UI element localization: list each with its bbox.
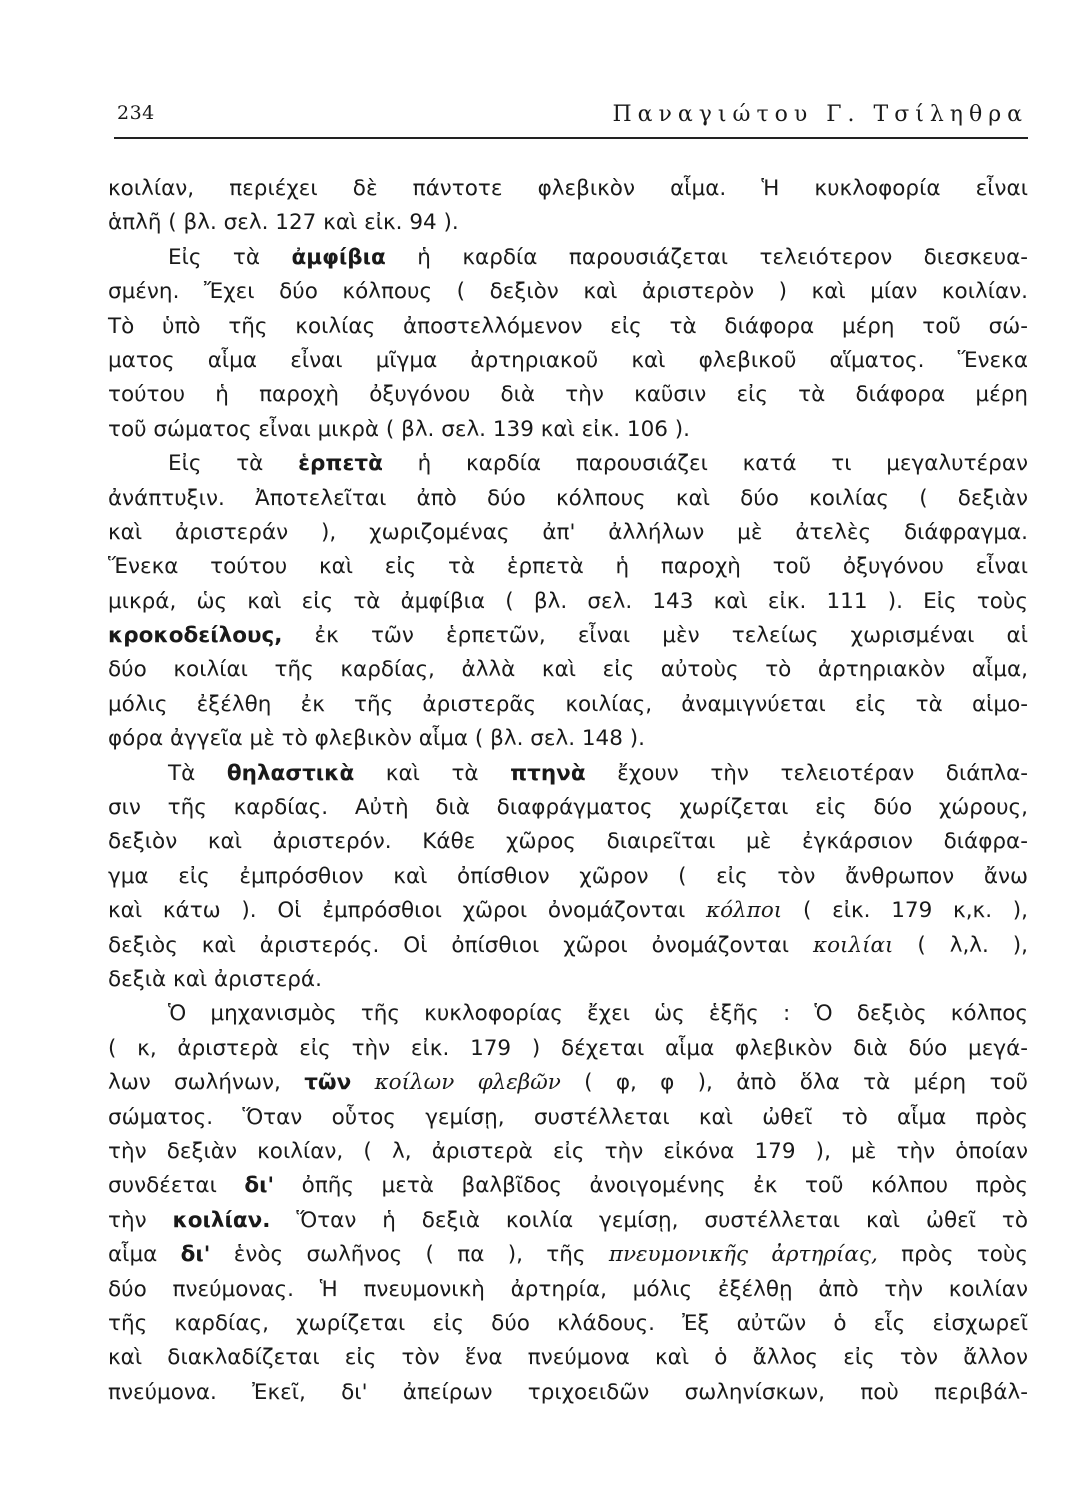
- text-line: [108, 688, 1028, 722]
- text-run: πρὸς τοὺς: [877, 1242, 1028, 1268]
- text-line: [108, 447, 1028, 481]
- text-run: φόρα ἀγγεῖα μὲ τὸ φλεβικὸν αἷμα ( βλ. σελ. 148 ).: [108, 726, 645, 752]
- text-run: κοιλίαν, περιέχει δὲ πάντοτε φλεβικὸν αἷμα. Ἡ κυκλοφορία εἶναι: [108, 176, 1028, 201]
- text-line: [108, 550, 1028, 584]
- text-run: ἁπλῆ ( βλ. σελ. 127 καὶ εἰκ. 94 ).: [108, 210, 459, 236]
- italic-term: κοιλίαι: [812, 932, 894, 958]
- text-line: [108, 722, 1028, 756]
- text-run: Ὅταν ἡ δεξιὰ κοιλία γεμίσῃ, συστέλλεται καὶ ὠθεῖ τὸ: [270, 1207, 1028, 1233]
- text-run: ἀνάπτυξιν. Ἀποτελεῖται ἀπὸ δύο κόλπους καὶ δύο κοιλίας ( δεξιὰν: [108, 485, 1028, 511]
- bold-term: ἑρπετὰ: [298, 451, 383, 477]
- text-run: αἷμα: [108, 1242, 181, 1268]
- text-run: ἔχουν τὴν τελειοτέραν διάπλα-: [585, 760, 1028, 786]
- text-run: τὴν δεξιὰν κοιλίαν, ( λ, ἀριστερὰ εἰς τὴν εἰκόνα 179 ), μὲ τὴν ὁποίαν: [108, 1138, 1028, 1164]
- text-run: τούτου ἡ παροχὴ ὀξυγόνου διὰ τὴν καῦσιν εἰς τὰ διάφορα μέρη: [108, 382, 1028, 408]
- text-run: σμένη. Ἔχει δύο κόλπους ( δεξιὸν καὶ ἀριστερὸν ) καὶ μίαν κοιλίαν.: [108, 279, 1028, 305]
- text-line: [108, 413, 1028, 447]
- text-run: δύο κοιλίαι τῆς καρδίας, ἀλλὰ καὶ εἰς αὐτοὺς τὸ ἀρτηριακὸν αἷμα,: [108, 657, 1028, 683]
- text-run: ( φ, φ ), ἀπὸ ὅλα τὰ μέρη τοῦ: [560, 1070, 1028, 1096]
- text-line: [108, 894, 1028, 928]
- text-line: [108, 1066, 1028, 1100]
- text-line: [108, 206, 1028, 240]
- text-line: [108, 653, 1028, 687]
- text-line: [108, 378, 1028, 412]
- text-run: σιν τῆς καρδίας. Αὐτὴ διὰ διαφράγματος χωρίζεται εἰς δύο χώρους,: [108, 795, 1028, 821]
- text-line: [108, 791, 1028, 825]
- italic-term: κοίλων φλεβῶν: [374, 1070, 561, 1096]
- page-number: 234: [117, 102, 155, 124]
- text-run: ἑνὸς σωλῆνος ( πα ), τῆς: [210, 1242, 609, 1268]
- text-line: [108, 1169, 1028, 1203]
- text-run: Ἕνεκα τούτου καὶ εἰς τὰ ἑρπετὰ ἡ παροχὴ τοῦ ὀξυγόνου εἶναι: [108, 554, 1028, 580]
- text-run: Εἰς τὰ: [168, 244, 292, 270]
- text-run: ( εἰκ. 179 κ,κ. ),: [782, 898, 1028, 924]
- bold-term: κροκοδείλους,: [108, 623, 283, 649]
- running-head: Παναγιώτου Γ. Τσίληθρα: [612, 102, 1028, 127]
- italic-term: κόλποι: [706, 898, 783, 924]
- text-line: [108, 1376, 1028, 1410]
- text-line: [108, 1135, 1028, 1169]
- bold-term: δι': [244, 1173, 275, 1199]
- text-line: [108, 997, 1028, 1031]
- body-text: [108, 172, 1028, 1410]
- text-run: τῆς καρδίας, χωρίζεται εἰς δύο κλάδους. Ἐξ αὐτῶν ὁ εἷς εἰσχωρεῖ: [108, 1310, 1028, 1336]
- text-run: ἡ καρδία παρουσιάζει κατά τι μεγαλυτέραν: [382, 451, 1029, 477]
- text-line: [108, 1238, 1028, 1272]
- text-run: καὶ τὰ: [354, 760, 511, 786]
- text-line: [108, 1032, 1028, 1066]
- text-line: [108, 482, 1028, 516]
- text-line: [108, 929, 1028, 963]
- text-run: συνδέεται: [108, 1173, 245, 1199]
- bold-term: τῶν: [304, 1070, 352, 1096]
- text-line: [108, 825, 1028, 859]
- text-run: δύο πνεύμονας. Ἡ πνευμονικὴ ἀρτηρία, μόλις ἐξέλθῃ ἀπὸ τὴν κοιλίαν: [108, 1276, 1028, 1302]
- text-run: δεξιὸν καὶ ἀριστερόν. Κάθε χῶρος διαιρεῖται μὲ ἐγκάρσιον διάφρα-: [108, 829, 1028, 855]
- text-run: ἡ καρδία παρουσιάζεται τελειότερον διεσκευα-: [385, 244, 1028, 270]
- text-line: [108, 1101, 1028, 1135]
- text-run: ἐκ τῶν ἑρπετῶν, εἶναι μὲν τελείως χωρισμέναι αἱ: [282, 623, 1028, 649]
- text-run: ματος αἷμα εἶναι μῖγμα ἀρτηριακοῦ καὶ φλεβικοῦ αἵματος. Ἕνεκα: [108, 347, 1028, 373]
- text-run: λων σωλήνων,: [108, 1070, 305, 1096]
- text-line: [108, 516, 1028, 550]
- text-line: [108, 310, 1028, 344]
- text-line: [108, 241, 1028, 275]
- bold-term: πτηνὰ: [510, 760, 586, 786]
- text-run: Ὁ μηχανισμὸς τῆς κυκλοφορίας ἔχει ὡς ἑξῆς : Ὁ δεξιὸς κόλπος: [168, 1001, 1028, 1027]
- text-line: [108, 1204, 1028, 1238]
- bold-term: δι': [180, 1242, 211, 1268]
- text-run: γμα εἰς ἐμπρόσθιον καὶ ὀπίσθιον χῶρον ( εἰς τὸν ἄνθρωπον ἄνω: [108, 863, 1028, 889]
- text-run: καὶ διακλαδίζεται εἰς τὸν ἕνα πνεύμονα καὶ ὁ ἄλλος εἰς τὸν ἄλλον: [108, 1345, 1028, 1371]
- italic-term: πνευμονικῆς ἀρτηρίας,: [608, 1242, 878, 1268]
- bold-term: ἀμφίβια: [291, 244, 386, 270]
- text-run: καὶ κάτω ). Οἱ ἐμπρόσθιοι χῶροι ὀνομάζονται: [108, 898, 707, 924]
- text-run: σώματος. Ὅταν οὗτος γεμίσῃ, συστέλλεται καὶ ὠθεῖ τὸ αἷμα πρὸς: [108, 1104, 1028, 1130]
- text-line: [108, 1307, 1028, 1341]
- text-run: μόλις ἐξέλθη ἐκ τῆς ἀριστερᾶς κοιλίας, ἀναμιγνύεται εἰς τὰ αἱμο-: [108, 691, 1028, 717]
- text-run: καὶ ἀριστεράν ), χωριζομένας ἀπ' ἀλλήλων μὲ ἀτελὲς διάφραγμα.: [108, 519, 1028, 545]
- text-run: Εἰς τὰ: [168, 451, 299, 477]
- text-run: Τὸ ὑπὸ τῆς κοιλίας ἀποστελλόμενον εἰς τὰ διάφορα μέρη τοῦ σώ-: [108, 313, 1028, 339]
- text-run: δεξιὰ καὶ ἀριστερά.: [108, 966, 322, 992]
- text-line: [108, 757, 1028, 791]
- text-run: ( κ, ἀριστερὰ εἰς τὴν εἰκ. 179 ) δέχεται αἷμα φλεβικὸν διὰ δύο μεγά-: [108, 1035, 1028, 1061]
- text-run: Τὰ: [168, 760, 227, 786]
- text-run: μικρά, ὡς καὶ εἰς τὰ ἀμφίβια ( βλ. σελ. 143 καὶ εἰκ. 111 ). Εἰς τοὺς: [108, 588, 1028, 614]
- text-line: [108, 1341, 1028, 1375]
- text-run: τοῦ σώματος εἶναι μικρὰ ( βλ. σελ. 139 καὶ εἰκ. 106 ).: [108, 416, 691, 442]
- bold-term: κοιλίαν.: [172, 1207, 271, 1233]
- text-line: [108, 275, 1028, 309]
- text-line: [108, 963, 1028, 997]
- text-line: [108, 344, 1028, 378]
- text-line: [108, 1273, 1028, 1307]
- text-run: τὴν: [108, 1207, 173, 1233]
- text-line: [108, 585, 1028, 619]
- text-run: ( λ,λ. ),: [893, 932, 1028, 958]
- text-run: πνεύμονα. Ἐκεῖ, δι' ἀπείρων τριχοειδῶν σωληνίσκων, ποὺ περιβάλ-: [108, 1379, 1028, 1405]
- bold-term: θηλαστικὰ: [226, 760, 355, 786]
- header-rule: [114, 137, 1028, 139]
- text-run: δεξιὸς καὶ ἀριστερός. Οἱ ὀπίσθιοι χῶροι ὀνομάζονται: [108, 932, 813, 958]
- text-line: [108, 172, 1028, 206]
- text-run: ὀπῆς μετὰ βαλβῖδος ἀνοιγομένης ἐκ τοῦ κόλπου πρὸς: [274, 1173, 1028, 1199]
- text-line: [108, 619, 1028, 653]
- text-line: [108, 860, 1028, 894]
- text-run: [351, 1070, 374, 1095]
